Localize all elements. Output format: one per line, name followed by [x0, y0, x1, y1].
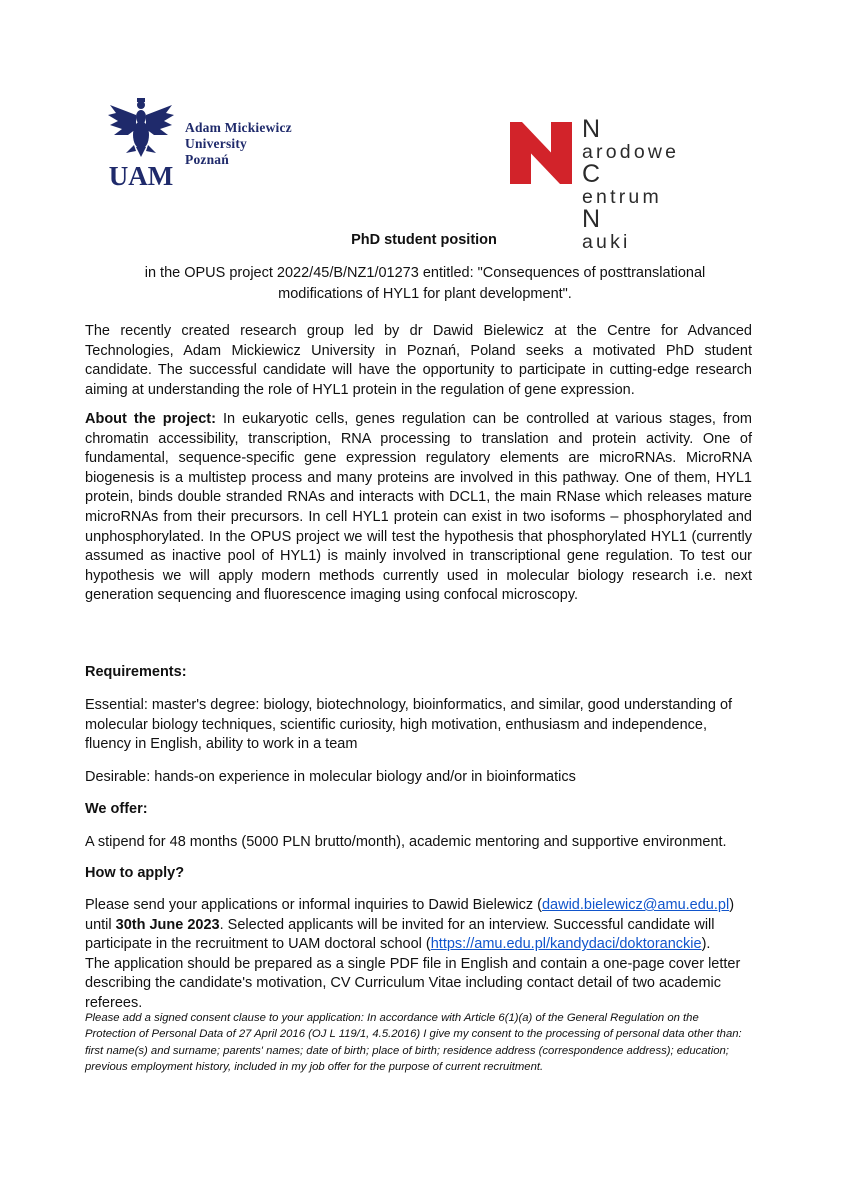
apply-text: ). The application should be prepared as a single PDF file in English and contain a one-page cover letter describing the candidate's motivation, CV Curriculum Vitae including contact detail of two academic referees. [85, 936, 741, 1011]
ncn-wordmark-line: C entrum [582, 160, 662, 208]
ncn-logo [510, 115, 740, 253]
ncn-wordmark-line: N arodowe [582, 115, 680, 163]
offer-text: A stipend for 48 months (5000 PLN brutto/month), academic mentoring and supportive environment. [85, 834, 727, 850]
deadline-date: 30th June 2023 [115, 916, 220, 933]
about-label: About the project: [85, 411, 216, 427]
ncn-mark-icon [510, 122, 572, 184]
uam-wordmark [185, 120, 292, 168]
uam-wordmark-line: University [185, 136, 247, 151]
consent-clause: Please add a signed consent clause to your application: In accordance with Article 6(1)(a) of the General Regulation on the Protection of Personal Data of 27 April 2016 (OJ L 119/1, 4.5.2016) I give my consent to the processing of personal data other than: first name(s) and surname; parents' names; date of birth; place of birth; residence address (correspondence address); education; previous employment history, included in my job offer for the purpose of current recruitment. [85, 1012, 742, 1074]
uam-mark-text: UAM [108, 161, 174, 189]
requirements-essential: Essential: master's degree: biology, biotechnology, bioinformatics, and similar, good understanding of molecular biology techniques, scientific curiosity, high motivation, enthusiasm and independence, fluency in English, ability to work in a team [85, 697, 733, 753]
apply-heading: How to apply? [85, 865, 185, 881]
doctoral-school-link[interactable]: https://amu.edu.pl/kandydaci/doktoranckie [430, 936, 702, 953]
requirements-desirable: Desirable: hands-on experience in molecular biology and/or in bioinformatics [85, 769, 576, 785]
page-title: PhD student position [351, 232, 497, 248]
uam-wordmark-line: Poznań [185, 152, 229, 167]
apply-text: ) until [85, 897, 735, 933]
uam-eagle-emblem-icon [106, 97, 176, 189]
apply-text: . Selected applicants will be invited for an interview. Successful candidate will participate in the recruitment to UAM doctoral school ( [85, 916, 715, 953]
ncn-wordmark-line: N auki [582, 205, 631, 253]
offer-heading: We offer: [85, 801, 148, 817]
uam-wordmark-line: Adam Mickiewicz [185, 120, 292, 135]
about-text: In eukaryotic cells, genes regulation can be controlled at various stages, from chromatin accessibility, transcription, RNA processing to translation and protein activity. One of fundamental, sequence-specific gene expression regulatory elements are microRNAs. MicroRNA biogenesis is a multistep process and many proteins are involved in this pathway. One of them, HYL1 protein, binds double stranded RNAs and interacts with DCL1, the main RNase which releases mature microRNAs from their precursors. In cell HYL1 protein can exist in two isoforms – phosphorylated and unphosphorylated. In the OPUS project we will test the hypothesis that phosphorylated HYL1 (currently assumed as inactive pool of HYL1) is mainly involved in transcriptional gene regulation. To test our hypothesis we will apply modern methods currently used in molecular biology research i.e. next generation sequencing and fluorescence imaging using confocal microscopy. [85, 411, 752, 604]
requirements-heading: Requirements: [85, 664, 187, 680]
contact-email-link[interactable]: dawid.bielewicz@amu.edu.pl [541, 897, 730, 913]
project-subtitle: in the OPUS project 2022/45/B/NZ1/01273 entitled: "Consequences of posttranslational modifications of HYL1 for plant development". [144, 265, 706, 302]
about-paragraph [85, 410, 752, 606]
apply-text: Please send your applications or informal inquiries to Dawid Bielewicz ( [85, 897, 542, 913]
intro-paragraph: The recently created research group led by dr Dawid Bielewicz at the Centre for Advanced Technologies, Adam Mickiewicz University in Poznań, Poland seeks a motivated PhD student candidate. The successful candidate will have the opportunity to participate in cutting-edge research aiming at understanding the role of HYL1 protein in the regulation of gene expression. [85, 323, 752, 398]
uam-logo [106, 97, 316, 189]
apply-paragraph [85, 896, 752, 1014]
